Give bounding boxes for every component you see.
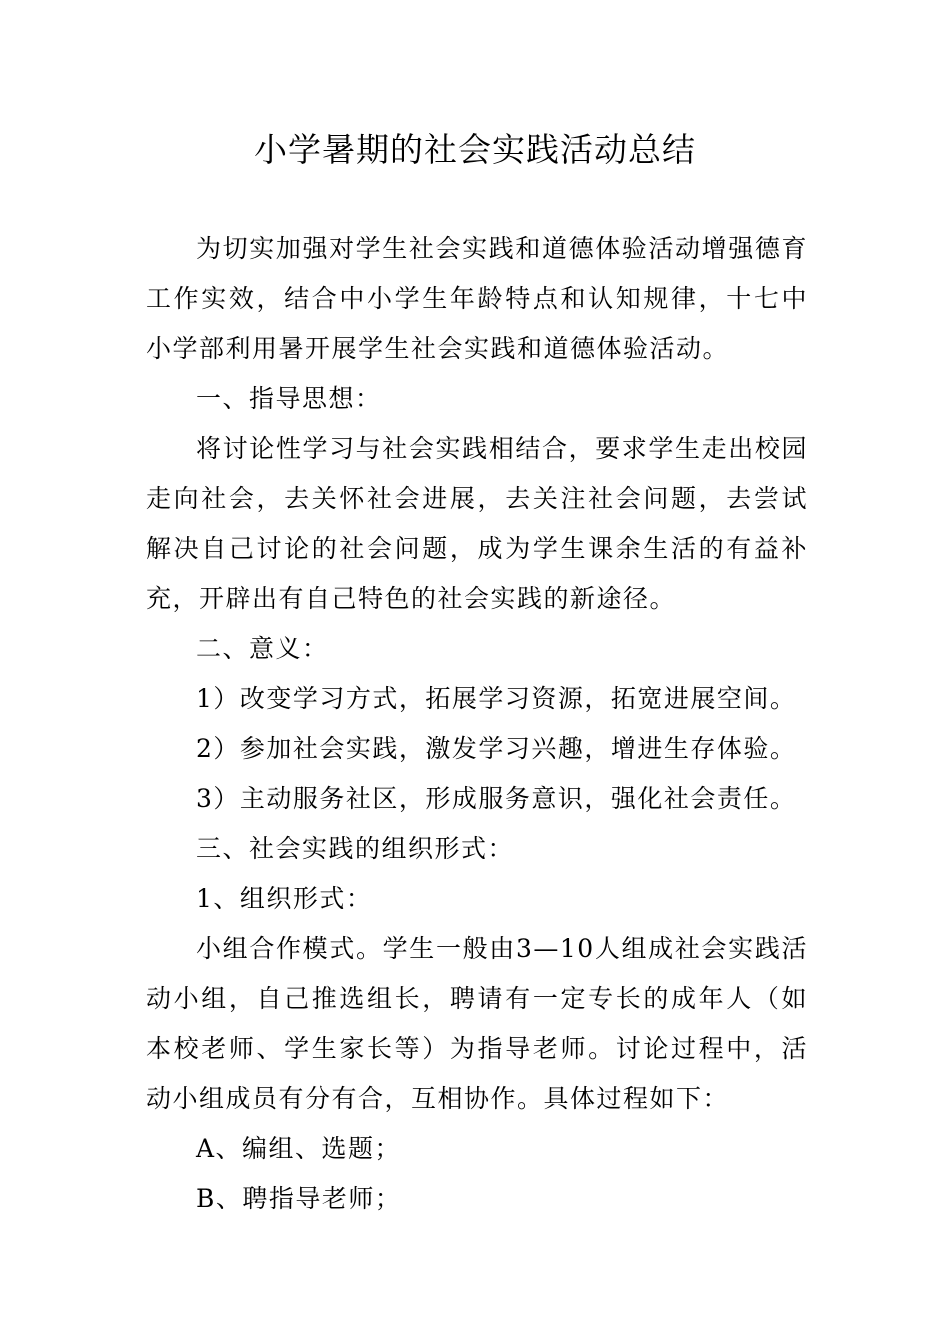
- organization-paragraph: 小组合作模式。学生一般由3—10人组成社会实践活动小组，自己推选组长，聘请有一定专长的成年人（如本校老师、学生家长等）为指导老师。讨论过程中，活动小组成员有分有合，互相协作。具体过程如下：: [146, 934, 808, 1113]
- document-title: 小学暑期的社会实践活动总结: [254, 130, 696, 169]
- intro-paragraph: 为切实加强对学生社会实践和道德体验活动增强德育工作实效，结合中小学生年龄特点和认知规律，十七中小学部利用暑开展学生社会实践和道德体验活动。: [146, 234, 808, 363]
- section-heading-organization: 三、社会实践的组织形式：: [196, 834, 515, 863]
- significance-item-1: 1）改变学习方式，拓展学习资源，拓宽进展空间。: [196, 684, 797, 713]
- process-step-a: A、编组、选题；: [196, 1134, 402, 1163]
- guiding-ideology-paragraph: 将讨论性学习与社会实践相结合，要求学生走出校园走向社会，去关怀社会进展，去关注社会问题，去尝试解决自己讨论的社会问题，成为学生课余生活的有益补充，开辟出有自己特色的社会实践的新途径。: [146, 434, 808, 613]
- section-heading-guiding-ideology: 一、指导思想：: [196, 384, 382, 413]
- section-heading-significance: 二、意义：: [196, 634, 329, 663]
- document-body: [146, 224, 808, 1224]
- process-step-b: B、聘指导老师；: [196, 1184, 402, 1213]
- significance-item-3: 3）主动服务社区，形成服务意识，强化社会责任。: [196, 784, 797, 813]
- subheading-organization-form: 1、组织形式：: [196, 884, 373, 913]
- significance-item-2: 2）参加社会实践，激发学习兴趣，增进生存体验。: [196, 734, 797, 763]
